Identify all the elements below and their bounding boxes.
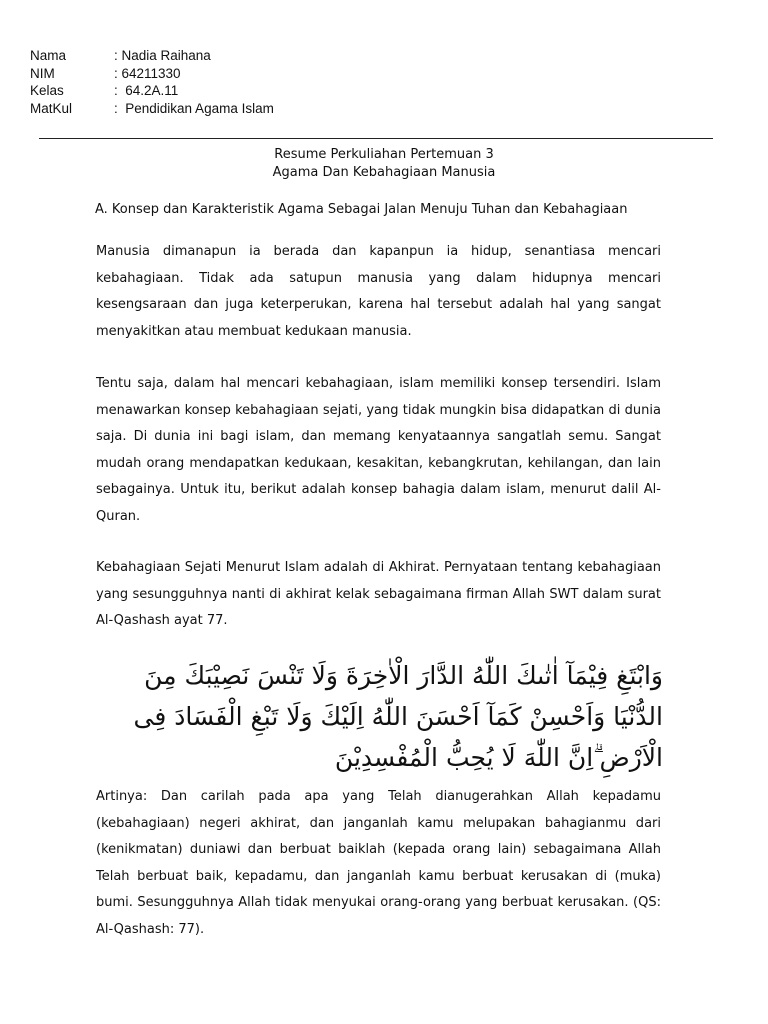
name-label: Nama <box>30 48 67 63</box>
title-line-1: Resume Perkuliahan Pertemuan 3 <box>274 147 494 162</box>
section-heading-a: A. Konsep dan Karakteristik Agama Sebagai Jalan Menuju Tuhan dan Kebahagiaan <box>95 202 628 217</box>
info-row-name <box>30 47 274 65</box>
info-row-class <box>30 82 274 100</box>
nim-label: NIM <box>30 65 55 81</box>
class-value: : 64.2A.11 <box>114 83 179 98</box>
paragraph-3: Kebahagiaan Sejati Menurut Islam adalah di Akhirat. Pernyataan tentang kebahagiaan yang sesungguhnya nanti di akhirat kelak sebagaimana firman Allah SWT dalam surat Al-Qashash ayat 77. <box>96 560 661 628</box>
student-info <box>30 47 274 117</box>
document-title <box>0 146 768 182</box>
course-label: MatKul <box>30 100 73 116</box>
nim-value: : 64211330 <box>114 65 181 81</box>
arabic-verse: وَابْتَغِ فِيْمَآ اٰتٰىكَ اللّٰهُ الدَّارَ الْاٰخِرَةَ وَلَا تَنْسَ نَصِيْبَكَ مِنَ الدُّنْيَا وَاَحْسِنْ كَمَآ اَحْسَنَ اللّٰهُ اِلَيْكَ وَلَا تَبْغِ الْفَسَادَ فِى الْاَرْضِ ۗاِنَّ اللّٰهَ لَا يُحِبُّ الْمُفْسِدِيْنَ <box>133 661 663 772</box>
paragraph-1: Manusia dimanapun ia berada dan kapanpun ia hidup, senantiasa mencari kebahagiaan. Tidak ada satupun manusia yang dalam hidupnya mencari kesengsaraan dan juga keterperukan, karena hal tersebut adalah hal yang sangat menyakitkan atau membuat kedukaan manusia. <box>96 244 661 339</box>
class-label: Kelas <box>30 83 64 98</box>
header-divider <box>39 138 713 139</box>
info-row-nim <box>30 65 274 83</box>
info-row-course <box>30 100 274 118</box>
name-value: : Nadia Raihana <box>114 48 211 63</box>
paragraph-2: Tentu saja, dalam hal mencari kebahagiaan, islam memiliki konsep tersendiri. Islam menawarkan konsep kebahagiaan sejati, yang tidak mungkin bisa didapatkan di dunia saja. Di dunia ini bagi islam, dan memang kenyataannya sangatlah semu. Sangat mudah orang mendapatkan kedukaan, kesakitan, kebangkrutan, kehilangan, dan lain sebagainya. Untuk itu, berikut adalah konsep bahagia dalam islam, menurut dalil Al-Quran. <box>96 376 661 524</box>
title-line-2: Agama Dan Kebahagiaan Manusia <box>272 165 496 180</box>
course-value: : Pendidikan Agama Islam <box>114 100 274 116</box>
paragraph-translation: Artinya: Dan carilah pada apa yang Telah dianugerahkan Allah kepadamu (kebahagiaan) negeri akhirat, dan janganlah kamu melupakan bahagianmu dari (kenikmatan) duniawi dan berbuat baiklah (kepada orang lain) sebagaimana Allah Telah berbuat baik, kepadamu, dan janganlah kamu berbuat kerusakan di (muka) bumi. Sesungguhnya Allah tidak menyukai orang-orang yang berbuat kerusakan. (QS: Al-Qashash: 77). <box>96 789 661 937</box>
